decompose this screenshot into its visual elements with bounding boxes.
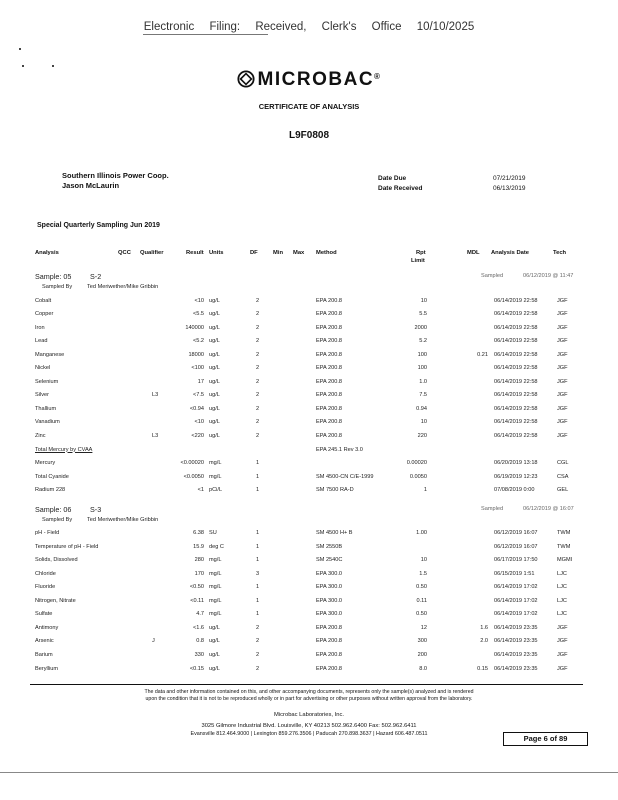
cell-method: SM 4500 H+ B <box>316 530 353 536</box>
sample-id: S-3 <box>90 505 102 514</box>
cell-df: 2 <box>256 324 260 331</box>
cell-analysis-date: 06/14/2019 23:35 <box>494 651 538 658</box>
header-limit: Limit <box>411 258 425 264</box>
cell-df: 2 <box>256 405 260 412</box>
cell-method: EPA 200.8 <box>316 651 343 658</box>
cell-analysis-date: 06/14/2019 22:58 <box>494 419 538 426</box>
cell-analysis: Lead <box>35 338 48 345</box>
cell-result: 170 <box>194 570 204 577</box>
cell-analysis-date: 06/12/2019 16:07 <box>494 530 538 536</box>
cell-rpt-limit: 100 <box>417 351 427 358</box>
disclaimer-line-2: upon the condition that it is not to be reproduced wholly or in part for advertising or other purposes without written approval from the laboratory. <box>145 696 473 703</box>
sampled-datetime: 06/12/2019 @ 11:47 <box>523 273 574 279</box>
cell-method: SM 4500-CN C/E-1999 <box>316 473 374 480</box>
cell-tech: JGF <box>557 392 568 399</box>
cell-rpt-limit: 5.5 <box>419 311 427 318</box>
cell-tech: JGF <box>557 433 568 439</box>
sampled-label: Sampled <box>481 273 504 279</box>
cell-analysis-date: 06/12/2019 16:07 <box>494 543 538 550</box>
cell-analysis: Iron <box>35 324 45 331</box>
cell-analysis: Beryllium <box>35 665 59 672</box>
cell-tech: JGF <box>557 324 568 331</box>
cell-units: ug/L <box>209 392 220 399</box>
cell-qualifier: L3 <box>152 433 159 439</box>
cell-units: mg/L <box>209 611 222 618</box>
cell-rpt-limit: 10 <box>420 297 427 304</box>
cell-result: 4.7 <box>196 611 204 618</box>
sampled-by-label: Sampled By <box>42 284 73 290</box>
scan-speck <box>22 65 24 67</box>
cell-result: <220 <box>191 433 204 439</box>
cell-analysis-date: 06/17/2019 17:50 <box>494 557 538 564</box>
subsection-label: Total Mercury by CVAA <box>35 446 93 453</box>
cell-method: EPA 200.8 <box>316 624 343 631</box>
header-df: DF <box>250 250 258 256</box>
header-result: Result <box>186 250 204 256</box>
cell-method: EPA 200.8 <box>316 365 343 372</box>
cell-df: 2 <box>256 378 260 385</box>
cell-result: <10 <box>194 419 204 426</box>
cell-analysis: Nickel <box>35 365 51 372</box>
cell-units: ug/L <box>209 338 220 345</box>
lab-id: L9F0808 <box>288 130 330 141</box>
cell-method: EPA 200.8 <box>316 665 343 672</box>
header-method: Method <box>316 250 337 256</box>
date-due-value: 07/21/2019 <box>493 175 526 182</box>
cell-units: ug/L <box>209 651 220 658</box>
cell-analysis-date: 06/14/2019 22:58 <box>494 405 538 412</box>
header-rpt: Rpt <box>416 250 426 256</box>
cell-analysis-date: 06/14/2019 22:58 <box>494 324 538 331</box>
cell-method: EPA 300.0 <box>316 611 343 618</box>
footer-divider <box>30 684 583 685</box>
cell-tech: CGL <box>557 460 569 467</box>
electronic-filing-stamp <box>0 21 618 33</box>
cell-analysis: Thallium <box>35 405 57 412</box>
cell-result: 0.8 <box>196 638 204 645</box>
cell-analysis-date: 06/14/2019 22:58 <box>494 338 538 345</box>
cell-units: ug/L <box>209 365 220 372</box>
cell-result: <0.11 <box>190 597 204 604</box>
filing-word-2: Filing: <box>209 21 241 33</box>
cell-units: ug/L <box>209 433 220 439</box>
cell-analysis: Manganese <box>35 351 65 358</box>
cell-analysis: Radium 228 <box>35 487 66 494</box>
cell-analysis-date: 06/19/2019 12:23 <box>494 473 538 480</box>
cell-qualifier: L3 <box>152 392 159 399</box>
cell-rpt-limit: 1.00 <box>416 530 427 536</box>
cell-method: EPA 200.8 <box>316 338 343 345</box>
header-tech: Tech <box>553 250 567 256</box>
cell-analysis: Copper <box>35 311 54 318</box>
cell-result: 18000 <box>188 351 204 358</box>
date-received-label: Date Received <box>378 184 423 192</box>
cell-df: 1 <box>256 487 260 494</box>
sampled-by-label: Sampled By <box>42 517 73 523</box>
cell-rpt-limit: 0.94 <box>416 405 427 412</box>
microbac-logo-icon <box>237 70 255 88</box>
scan-speck <box>52 65 54 67</box>
cell-result: <0.0050 <box>183 473 204 480</box>
cell-rpt-limit: 2000 <box>414 324 427 331</box>
cell-analysis-date: 06/14/2019 17:02 <box>494 584 538 591</box>
cell-rpt-limit: 0.50 <box>416 611 427 618</box>
cell-analysis-date: 06/14/2019 22:58 <box>494 365 538 372</box>
footer-company: Microbac Laboratories, Inc. <box>274 712 344 718</box>
date-received-value: 06/13/2019 <box>493 184 526 192</box>
cell-method: SM 2550B <box>316 543 343 550</box>
cell-units: ug/L <box>209 419 220 426</box>
logo-text: MICROBAC <box>257 69 375 90</box>
cell-tech: JGF <box>557 624 568 631</box>
header-min: Min <box>273 250 283 256</box>
cell-analysis: Silver <box>35 392 49 399</box>
cell-analysis: Fluoride <box>35 584 56 591</box>
cell-method: EPA 300.0 <box>316 597 343 604</box>
cell-tech: JGF <box>557 311 568 318</box>
cell-mdl: 1.6 <box>480 624 488 631</box>
cell-units: ug/L <box>209 378 220 385</box>
header-max: Max <box>293 250 305 256</box>
cell-rpt-limit: 1.5 <box>419 570 427 577</box>
cell-analysis-date: 06/15/2019 1:51 <box>494 570 535 577</box>
cell-result: <100 <box>191 365 204 372</box>
client-contact: Jason McLaurin <box>62 181 120 190</box>
cell-df: 2 <box>256 433 260 439</box>
project-title: Special Quarterly Sampling Jun 2019 <box>37 222 160 229</box>
cell-units: mg/L <box>209 557 222 564</box>
cell-tech: JGF <box>557 419 568 426</box>
cell-rpt-limit: 5.2 <box>419 338 427 345</box>
subsection-method: EPA 245.1 Rev 3.0 <box>316 446 363 453</box>
cell-df: 2 <box>256 419 260 426</box>
cell-units: mg/L <box>209 570 222 577</box>
cell-analysis: Nitrogen, Nitrate <box>35 597 76 604</box>
cell-mdl: 0.15 <box>477 665 488 672</box>
cell-tech: LJC <box>557 611 567 618</box>
cell-rpt-limit: 0.00020 <box>406 460 427 467</box>
cell-units: ug/L <box>209 665 220 672</box>
cell-df: 1 <box>256 557 260 564</box>
cell-analysis: Antimony <box>35 624 59 631</box>
cell-tech: LJC <box>557 584 567 591</box>
filing-word-3: Received, <box>255 21 307 33</box>
cell-analysis-date: 06/14/2019 23:35 <box>494 665 538 672</box>
header-analysis: Analysis <box>35 250 59 256</box>
cell-result: <10 <box>194 297 204 304</box>
cell-method: EPA 200.8 <box>316 433 343 439</box>
cell-df: 1 <box>256 530 260 536</box>
microbac-logo <box>0 69 618 91</box>
cell-analysis-date: 06/14/2019 22:58 <box>494 297 538 304</box>
cell-rpt-limit: 200 <box>417 651 427 658</box>
cell-analysis-date: 06/14/2019 22:58 <box>494 392 538 399</box>
certificate-title: CERTIFICATE OF ANALYSIS <box>258 102 360 111</box>
cell-result: <1 <box>197 487 204 494</box>
cell-rpt-limit: 220 <box>417 433 427 439</box>
header-units: Units <box>209 250 224 256</box>
cell-method: EPA 200.8 <box>316 311 343 318</box>
cell-df: 2 <box>256 392 260 399</box>
footer-address: 3025 Gilmore Industrial Blvd. Louisville, KY 40213 502.962.6400 Fax: 502.962.6411 <box>201 723 417 729</box>
cell-tech: JGF <box>557 638 568 645</box>
cell-tech: TWM <box>557 543 571 550</box>
cell-analysis: Temperature of pH - Field <box>35 543 99 550</box>
cell-rpt-limit: 7.5 <box>419 392 427 399</box>
cell-method: SM 2540C <box>316 557 343 564</box>
client-name: Southern Illinois Power Coop. <box>62 171 169 180</box>
cell-method: EPA 200.8 <box>316 351 343 358</box>
date-labels <box>378 174 422 193</box>
cell-units: ug/L <box>209 638 220 645</box>
cell-method: EPA 200.8 <box>316 405 343 412</box>
cell-df: 2 <box>256 638 260 645</box>
cell-rpt-limit: 10 <box>420 419 427 426</box>
cell-units: ug/L <box>209 405 220 412</box>
cell-rpt-limit: 12 <box>420 624 427 631</box>
cell-units: ug/L <box>209 311 220 318</box>
filing-word-1: Electronic <box>143 21 195 33</box>
cell-df: 2 <box>256 365 260 372</box>
cell-result: 280 <box>194 557 204 564</box>
cell-analysis-date: 06/14/2019 22:58 <box>494 433 538 439</box>
cell-tech: JGF <box>557 665 568 672</box>
cell-analysis: Cobalt <box>35 297 52 304</box>
cell-df: 2 <box>256 338 260 345</box>
logo-registered: ® <box>374 72 382 81</box>
cell-result: <1.6 <box>192 624 204 631</box>
cell-tech: LJC <box>557 597 567 604</box>
cell-method: EPA 300.0 <box>316 570 343 577</box>
sampled-datetime: 06/12/2019 @ 16:07 <box>523 506 574 512</box>
cell-units: mg/L <box>209 597 222 604</box>
cell-rpt-limit: 0.0050 <box>409 473 427 480</box>
filing-date: 10/10/2025 <box>416 21 475 33</box>
cell-rpt-limit: 0.11 <box>416 597 427 604</box>
cell-result: 17 <box>197 378 204 385</box>
cell-df: 3 <box>256 570 260 577</box>
sampled-by-name: Ted Meriwether/Mike Gribbin <box>87 284 159 290</box>
sampled-by-name: Ted Meriwether/Mike Gribbin <box>87 517 159 523</box>
header-mdl: MDL <box>467 250 480 256</box>
cell-analysis: pH - Field <box>35 530 60 536</box>
cell-df: 2 <box>256 351 260 358</box>
cell-analysis: Vanadium <box>35 419 60 426</box>
cell-mdl: 0.21 <box>477 351 488 358</box>
cell-df: 1 <box>256 597 260 604</box>
cell-units: pCi/L <box>209 487 223 494</box>
cell-tech: JGF <box>557 651 568 658</box>
cell-analysis: Barium <box>35 651 53 658</box>
filing-underline <box>143 34 268 35</box>
cell-result: <0.94 <box>189 405 204 412</box>
cell-df: 2 <box>256 311 260 318</box>
sample-id: S-2 <box>90 272 102 281</box>
cell-analysis-date: 06/14/2019 22:58 <box>494 311 538 318</box>
cell-tech: JGF <box>557 297 568 304</box>
cell-method: SM 7500 RA-D <box>316 487 354 494</box>
cell-tech: MGMI <box>557 557 573 564</box>
cell-analysis-date: 07/08/2019 0:00 <box>494 487 535 494</box>
cell-tech: JGF <box>557 365 568 372</box>
cell-analysis-date: 06/14/2019 23:35 <box>494 624 538 631</box>
cell-method: EPA 300.0 <box>316 584 343 591</box>
cell-method: EPA 200.8 <box>316 392 343 399</box>
cell-units: deg C <box>209 543 224 550</box>
sample-label: Sample: 06 <box>35 505 72 514</box>
cell-analysis: Sulfate <box>35 611 53 618</box>
cell-analysis: Mercury <box>35 460 56 467</box>
cell-result: <7.5 <box>192 392 204 399</box>
cell-units: ug/L <box>209 297 220 304</box>
cell-tech: CSA <box>557 473 569 480</box>
footer-offices: Evansville 812.464.9000 | Lexington 859.276.3506 | Paducah 270.898.3637 | Hazard 606.487.0511 <box>190 731 428 737</box>
cell-df: 2 <box>256 665 260 672</box>
cell-tech: TWM <box>557 530 571 536</box>
sampled-label: Sampled <box>481 506 504 512</box>
cell-units: ug/L <box>209 351 220 358</box>
cell-analysis: Selenium <box>35 378 59 385</box>
cell-result: 6.38 <box>193 530 204 536</box>
cell-df: 1 <box>256 584 260 591</box>
disclaimer <box>0 689 618 703</box>
disclaimer-line-1: The data and other information contained on this, and other accompanying documents, represents only the sample(s) analyzed and is rendered <box>144 689 474 695</box>
cell-rpt-limit: 300 <box>417 638 427 645</box>
scan-speck <box>19 48 21 50</box>
cell-result: <0.15 <box>189 665 204 672</box>
cell-df: 1 <box>256 543 260 550</box>
cell-analysis-date: 06/14/2019 17:02 <box>494 597 538 604</box>
cell-analysis: Chloride <box>35 570 56 577</box>
cell-analysis-date: 06/14/2019 17:02 <box>494 611 538 618</box>
cell-units: ug/L <box>209 324 220 331</box>
cell-analysis-date: 06/14/2019 22:58 <box>494 378 538 385</box>
cell-rpt-limit: 100 <box>417 365 427 372</box>
cell-df: 2 <box>256 624 260 631</box>
cell-df: 1 <box>256 611 260 618</box>
page-number: Page 6 of 89 <box>503 732 588 746</box>
cell-rpt-limit: 1 <box>423 487 427 494</box>
cell-method: EPA 200.8 <box>316 297 343 304</box>
filing-word-5: Office <box>371 21 402 33</box>
date-values <box>493 174 526 193</box>
cell-method: EPA 200.8 <box>316 638 343 645</box>
cell-units: mg/L <box>209 584 222 591</box>
header-qualifier: Qualifier <box>140 250 164 256</box>
cell-qualifier: J <box>152 638 155 645</box>
sample-label: Sample: 05 <box>35 272 72 281</box>
cell-df: 2 <box>256 297 260 304</box>
cell-mdl: 2.0 <box>480 638 488 645</box>
header-analysis-date: Analysis Date <box>491 250 530 256</box>
header-qcc: QCC <box>118 250 131 256</box>
cell-units: ug/L <box>209 624 220 631</box>
cell-analysis: Zinc <box>35 433 46 439</box>
cell-rpt-limit: 1.0 <box>419 378 427 385</box>
cell-tech: JGF <box>557 338 568 345</box>
cell-rpt-limit: 10 <box>420 557 427 564</box>
cell-method: EPA 200.8 <box>316 378 343 385</box>
cell-df: 1 <box>256 473 260 480</box>
cell-rpt-limit: 8.0 <box>419 665 427 672</box>
cell-units: mg/L <box>209 473 222 480</box>
cell-analysis-date: 06/20/2019 13:18 <box>494 460 538 467</box>
cell-tech: JGF <box>557 351 568 358</box>
cell-result: 15.9 <box>193 543 204 550</box>
cell-df: 1 <box>256 460 260 467</box>
cell-result: <5.2 <box>192 338 204 345</box>
cell-analysis-date: 06/14/2019 22:58 <box>494 351 538 358</box>
cell-tech: GEL <box>557 487 569 494</box>
cell-analysis: Arsenic <box>35 638 54 645</box>
cell-units: mg/L <box>209 460 222 467</box>
filing-word-4: Clerk's <box>321 21 357 33</box>
cell-method: EPA 200.8 <box>316 419 343 426</box>
cell-tech: JGF <box>557 378 568 385</box>
cell-analysis: Total Cyanide <box>35 473 69 480</box>
cell-result: 330 <box>194 651 204 658</box>
cell-rpt-limit: 0.50 <box>416 584 427 591</box>
cell-tech: LJC <box>557 570 567 577</box>
cell-result: <0.50 <box>189 584 204 591</box>
cell-units: SU <box>209 530 217 536</box>
date-due-label: Date Due <box>378 175 407 182</box>
cell-analysis-date: 06/14/2019 23:35 <box>494 638 538 645</box>
cell-df: 2 <box>256 651 260 658</box>
cell-method: EPA 200.8 <box>316 324 343 331</box>
cell-result: 140000 <box>185 324 204 331</box>
cell-result: <5.5 <box>192 311 204 318</box>
cell-tech: JGF <box>557 405 568 412</box>
cell-analysis: Solids, Dissolved <box>35 557 78 564</box>
page-bottom-edge <box>0 772 618 773</box>
client-block <box>62 171 169 191</box>
cell-result: <0.00020 <box>180 460 204 467</box>
